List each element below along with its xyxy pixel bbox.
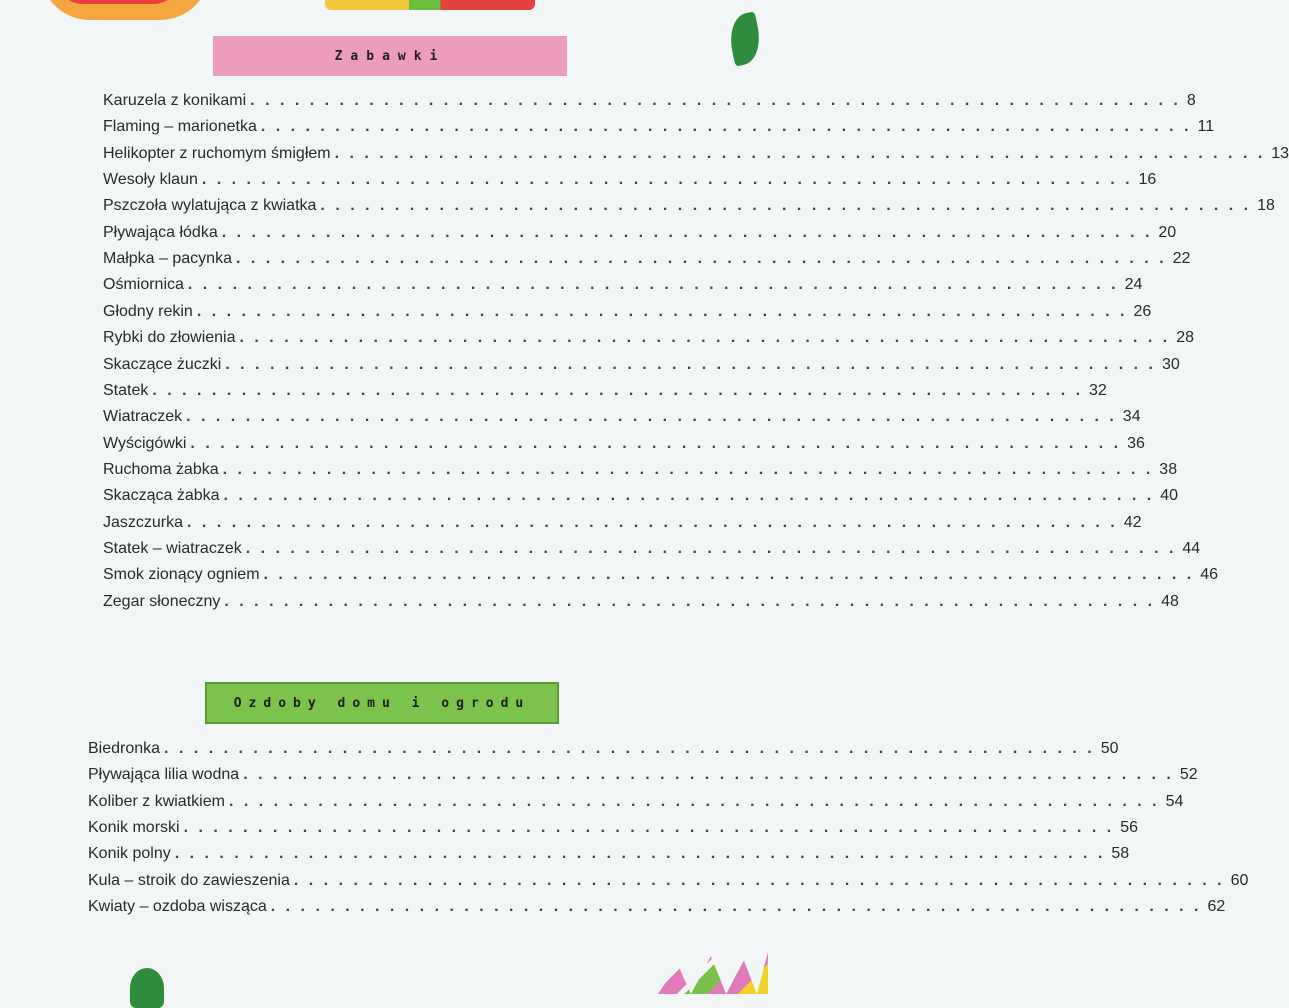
toc-entry-title: Flaming – marionetka (103, 118, 257, 135)
toc-entry-page: 13 (1271, 145, 1289, 162)
dot-leader: . . . . . . . . . . . . . . . . . . . . . . . . . . . . . . . . . . . . . . . . . . . . . . . . . . . . . . . . . . . . . . . (183, 819, 1115, 836)
toc-entry-title: Skacząca żabka (103, 487, 220, 504)
toc-entry-title: Jaszczurka (103, 514, 184, 531)
dot-leader: . . . . . . . . . . . . . . . . . . . . . . . . . . . . . . . . . . . . . . . . . . . . . . . . . . . . . . . . . . . . . . . (245, 540, 1177, 557)
toc-entry-title: Helikopter z ruchomym śmigłem (103, 145, 331, 162)
toc-entry (103, 356, 1180, 380)
toc-entry (88, 819, 1139, 843)
toc-entry-page: 46 (1200, 566, 1218, 583)
toc-entry-page: 62 (1207, 898, 1226, 915)
dot-leader: . . . . . . . . . . . . . . . . . . . . . . . . . . . . . . . . . . . . . . . . . . . . . . . . . . . . . . . . . . . . . . . (223, 487, 1155, 504)
dot-leader: . . . . . . . . . . . . . . . . . . . . . . . . . . . . . . . . . . . . . . . . . . . . . . . . . . . . . . . . . . . . . . . (187, 276, 1119, 293)
toc-entry-title: Wyścigówki (103, 435, 187, 452)
dot-leader: . . . . . . . . . . . . . . . . . . . . . . . . . . . . . . . . . . . . . . . . . . . . . . . . . . . . . . . . . . . . . . . (243, 766, 1174, 783)
toc-entry-title: Karuzela z konikami (103, 92, 247, 109)
toc-entry (103, 329, 1194, 353)
toc-entry (88, 793, 1184, 817)
toc-entry-title: Koliber z kwiatkiem (88, 793, 225, 810)
toc-entry (88, 766, 1198, 790)
toc-entry (88, 845, 1130, 869)
dot-leader: . . . . . . . . . . . . . . . . . . . . . . . . . . . . . . . . . . . . . . . . . . . . . . . . . . . . . . . . . . . . . . . (164, 740, 1095, 757)
toc-entry (103, 566, 1218, 590)
toc-entry-page: 40 (1160, 487, 1178, 504)
toc-entry (103, 118, 1215, 142)
toc-entry (103, 435, 1145, 459)
toc-entry-page: 38 (1159, 461, 1178, 478)
dot-leader: . . . . . . . . . . . . . . . . . . . . . . . . . . . . . . . . . . . . . . . . . . . . . . . . . . . . . . . . . . . . . . . (225, 356, 1156, 373)
dot-leader: . . . . . . . . . . . . . . . . . . . . . . . . . . . . . . . . . . . . . . . . . . . . . . . . . . . . . . . . . . . . . . . (239, 329, 1171, 346)
toc-entry-page: 22 (1172, 250, 1191, 267)
dot-leader: . . . . . . . . . . . . . . . . . . . . . . . . . . . . . . . . . . . . . . . . . . . . . . . . . . . . . . . . . . . . . . . (260, 118, 1192, 135)
toc-entry-page: 60 (1230, 872, 1249, 889)
toc-entry-title: Ośmiornica (103, 276, 184, 293)
decorative-stripe (325, 0, 535, 10)
toc-entry-page: 56 (1120, 819, 1139, 836)
dot-leader: . . . . . . . . . . . . . . . . . . . . . . . . . . . . . . . . . . . . . . . . . . . . . . . . . . . . . . . . . . . . . . . (196, 303, 1128, 320)
dot-leader: . . . . . . . . . . . . . . . . . . . . . . . . . . . . . . . . . . . . . . . . . . . . . . . . . . . . . . . . . . . . . . . (222, 461, 1154, 478)
dot-leader: . . . . . . . . . . . . . . . . . . . . . . . . . . . . . . . . . . . . . . . . . . . . . . . . . . . . . . . . . . . . . . . (235, 250, 1167, 267)
toc-entry-page: 58 (1111, 845, 1130, 862)
toc-entry-title: Statek (103, 382, 149, 399)
toc-entry-page: 26 (1133, 303, 1152, 320)
toc-entry-title: Pszczoła wylatująca z kwiatka (103, 197, 317, 214)
dot-leader: . . . . . . . . . . . . . . . . . . . . . . . . . . . . . . . . . . . . . . . . . . . . . . . . . . . . . . . . . . . . . . . (270, 898, 1202, 915)
toc-entry-title: Biedronka (88, 740, 161, 757)
toc-entry-title: Pływająca łódka (103, 224, 218, 241)
toc-entry (103, 92, 1196, 116)
toc-entry-page: 30 (1161, 356, 1180, 373)
toc-entry-title: Konik morski (88, 819, 180, 836)
toc-entry (103, 224, 1177, 248)
toc-entry-title: Statek – wiatraczek (103, 540, 242, 557)
toc-entry (88, 872, 1249, 896)
toc-entry-page: 32 (1089, 382, 1107, 399)
dot-leader: . . . . . . . . . . . . . . . . . . . . . . . . . . . . . . . . . . . . . . . . . . . . . . . . . . . . . . . . . . . . . . . (186, 408, 1117, 425)
toc-entry-page: 24 (1124, 276, 1143, 293)
toc-entry (103, 514, 1142, 538)
toc-entry (103, 250, 1191, 274)
dot-leader: . . . . . . . . . . . . . . . . . . . . . . . . . . . . . . . . . . . . . . . . . . . . . . . . . . . . . . . . . . . . . . . (320, 197, 1252, 214)
toc-entry-title: Kula – stroik do zawieszenia (88, 872, 290, 889)
toc-entry (103, 197, 1275, 221)
dot-leader: . . . . . . . . . . . . . . . . . . . . . . . . . . . . . . . . . . . . . . . . . . . . . . . . . . . . . . . . . . . . . . . (293, 872, 1225, 889)
toc-entry (103, 487, 1178, 511)
toc-entry-title: Rybki do złowienia (103, 329, 236, 346)
dot-leader: . . . . . . . . . . . . . . . . . . . . . . . . . . . . . . . . . . . . . . . . . . . . . . . . . . . . . . . . . . . . . . . (201, 171, 1133, 188)
dot-leader: . . . . . . . . . . . . . . . . . . . . . . . . . . . . . . . . . . . . . . . . . . . . . . . . . . . . . . . . . . . . . . . (263, 566, 1195, 583)
toc-entry (103, 145, 1289, 169)
toc-entry-title: Konik polny (88, 845, 171, 862)
decorative-fruit-illustration (40, 0, 210, 20)
toc-entry-title: Ruchoma żabka (103, 461, 219, 478)
toc-entry-page: 48 (1161, 593, 1179, 610)
toc-entry (103, 303, 1152, 327)
toc-entry-page: 18 (1257, 197, 1275, 214)
dot-leader: . . . . . . . . . . . . . . . . . . . . . . . . . . . . . . . . . . . . . . . . . . . . . . . . . . . . . . . . . . . . . . . (224, 593, 1156, 610)
toc-entry-page: 16 (1138, 171, 1157, 188)
toc-entry-title: Skaczące żuczki (103, 356, 222, 373)
dot-leader: . . . . . . . . . . . . . . . . . . . . . . . . . . . . . . . . . . . . . . . . . . . . . . . . . . . . . . . . . . . . . . . (228, 793, 1160, 810)
toc-entry-title: Głodny rekin (103, 303, 193, 320)
toc-entry-page: 8 (1186, 92, 1196, 109)
toc-entry (103, 461, 1178, 485)
leaf-icon (130, 968, 164, 1008)
toc-entry (103, 408, 1141, 432)
toc-entry-title: Pływająca lilia wodna (88, 766, 240, 783)
toc-entry-page: 11 (1197, 118, 1215, 135)
dot-leader: . . . . . . . . . . . . . . . . . . . . . . . . . . . . . . . . . . . . . . . . . . . . . . . . . . . . . . . . . . . . . . . (190, 435, 1122, 452)
toc-entry-page: 20 (1158, 224, 1177, 241)
toc-entry (88, 898, 1226, 922)
toc-entry-page: 34 (1122, 408, 1141, 425)
dot-leader: . . . . . . . . . . . . . . . . . . . . . . . . . . . . . . . . . . . . . . . . . . . . . . . . . . . . . . . . . . . . . . . (187, 514, 1118, 531)
toc-entry-page: 36 (1127, 435, 1145, 452)
toc-entry-title: Wesoły klaun (103, 171, 198, 188)
section-header-home-garden: Ozdoby domu i ogrodu (205, 682, 559, 724)
toc-entry-page: 42 (1123, 514, 1142, 531)
toc-entry-page: 50 (1100, 740, 1119, 757)
toc-entry-page: 52 (1179, 766, 1198, 783)
toc-entry (103, 540, 1201, 564)
toc-entry-title: Małpka – pacynka (103, 250, 232, 267)
toc-entry (103, 171, 1157, 195)
dot-leader: . . . . . . . . . . . . . . . . . . . . . . . . . . . . . . . . . . . . . . . . . . . . . . . . . . . . . . . . . . . . . . . (334, 145, 1266, 162)
toc-entry-title: Wiatraczek (103, 408, 183, 425)
toc-entry-page: 54 (1165, 793, 1184, 810)
toc-entry-title: Smok zionący ogniem (103, 566, 260, 583)
decorative-flower-illustration (658, 952, 768, 994)
toc-entry-page: 44 (1182, 540, 1201, 557)
dot-leader: . . . . . . . . . . . . . . . . . . . . . . . . . . . . . . . . . . . . . . . . . . . . . . . . . . . . . . . . . . . . . . . (174, 845, 1106, 862)
section-header-toys: Zabawki (213, 36, 567, 76)
toc-entry (103, 276, 1143, 300)
toc-entry-title: Kwiaty – ozdoba wisząca (88, 898, 267, 915)
toc-entry-title: Zegar słoneczny (103, 593, 221, 610)
toc-entry (103, 382, 1107, 406)
dot-leader: . . . . . . . . . . . . . . . . . . . . . . . . . . . . . . . . . . . . . . . . . . . . . . . . . . . . . . . . . . . . . . . (152, 382, 1084, 399)
toc-entry (103, 593, 1179, 617)
dot-leader: . . . . . . . . . . . . . . . . . . . . . . . . . . . . . . . . . . . . . . . . . . . . . . . . . . . . . . . . . . . . . . . (221, 224, 1153, 241)
leaf-icon (725, 11, 765, 66)
toc-entry (88, 740, 1119, 764)
toc-entry-page: 28 (1176, 329, 1194, 346)
dot-leader: . . . . . . . . . . . . . . . . . . . . . . . . . . . . . . . . . . . . . . . . . . . . . . . . . . . . . . . . . . . . . . . (250, 92, 1181, 109)
